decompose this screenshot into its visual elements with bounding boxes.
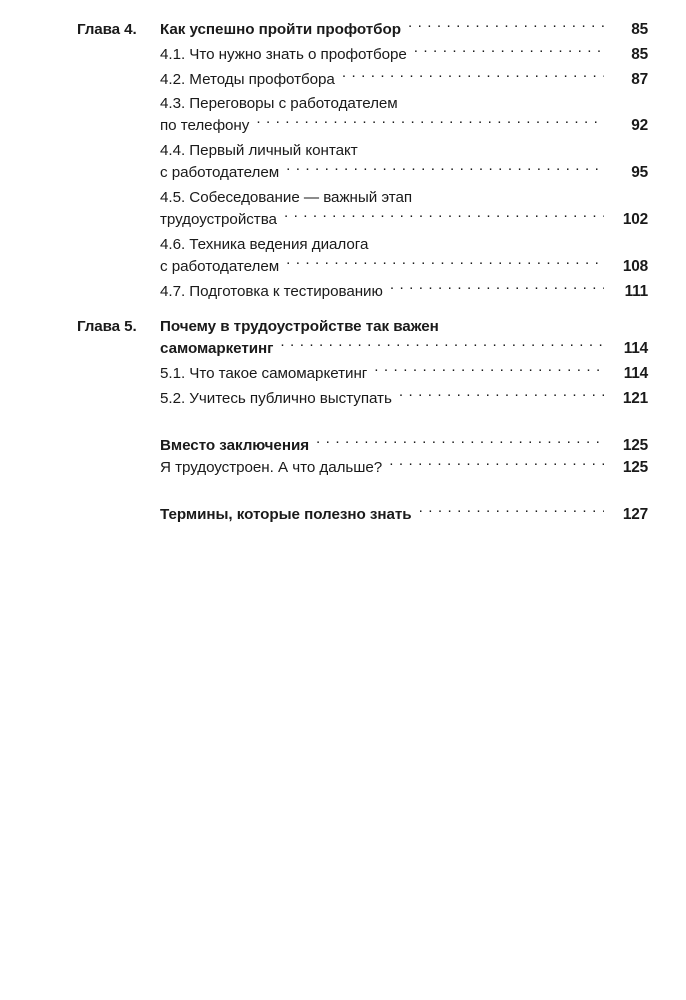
dot-leader <box>316 435 604 450</box>
entry-title: Я трудоустроен. А что дальше? <box>160 458 383 476</box>
page-number: 127 <box>622 506 648 524</box>
chapter-number-label: Глава 5. <box>77 317 137 335</box>
entry-title: Как успешно пройти профотбор <box>160 21 401 39</box>
toc-entry-chapter-5-line2[interactable] <box>0 338 686 360</box>
page-number: 85 <box>631 45 648 63</box>
toc-entry-section-4-4-line1[interactable] <box>0 140 686 162</box>
entry-title: 4.6. Техника ведения диалога <box>160 235 369 253</box>
page-number: 87 <box>631 70 648 88</box>
toc-entry-afterword-sub[interactable] <box>0 457 686 479</box>
entry-title: 5.1. Что такое самомаркетинг <box>160 364 368 382</box>
entry-title-continuation: с работодателем <box>160 258 280 276</box>
entry-title: 4.1. Что нужно знать о профотборе <box>160 45 407 63</box>
chapter-number-label: Глава 4. <box>77 21 137 39</box>
dot-leader <box>399 387 604 402</box>
top-margin <box>0 0 686 19</box>
toc-entry-section-5-2[interactable] <box>0 387 686 409</box>
entry-title: 4.7. Подготовка к тестированию <box>160 282 383 300</box>
toc-entry-section-4-7[interactable] <box>0 281 686 303</box>
entry-title: 4.4. Первый личный контакт <box>160 142 358 160</box>
page-number: 114 <box>623 340 648 358</box>
toc-entry-chapter-4[interactable] <box>0 19 686 41</box>
entry-title-continuation: с работодателем <box>160 164 280 182</box>
dot-leader <box>414 44 604 59</box>
entry-title-continuation: трудоустройства <box>160 211 277 229</box>
dot-leader-empty <box>419 187 604 202</box>
chapter-gap <box>0 303 686 316</box>
toc-entry-section-4-1[interactable] <box>0 44 686 66</box>
toc-entry-section-4-3-line1[interactable] <box>0 93 686 115</box>
dot-leader <box>390 281 604 296</box>
dot-leader-empty <box>375 234 604 249</box>
dot-leader <box>286 162 604 177</box>
page-number: 102 <box>622 211 648 229</box>
entry-title: Термины, которые полезно знать <box>160 506 412 524</box>
toc-entry-section-5-1[interactable] <box>0 363 686 385</box>
toc-entry-section-4-2[interactable] <box>0 68 686 90</box>
toc-entry-section-4-5-line2[interactable] <box>0 209 686 231</box>
toc-entry-section-4-6-line1[interactable] <box>0 234 686 256</box>
toc-entry-section-4-3-line2[interactable] <box>0 115 686 137</box>
section-gap-afterword <box>0 410 686 435</box>
page-number: 85 <box>631 21 648 39</box>
entry-title: 4.2. Методы профотбора <box>160 70 335 88</box>
entry-title: 4.5. Собеседование — важный этап <box>160 189 413 206</box>
page-number: 95 <box>631 164 648 182</box>
entry-title: 5.2. Учитесь публично выступать <box>160 389 392 407</box>
entry-title: 4.3. Переговоры с работодателем <box>160 95 398 113</box>
toc-entry-glossary[interactable] <box>0 504 686 526</box>
page-number: 111 <box>624 282 648 300</box>
dot-leader <box>342 68 604 83</box>
toc-entry-section-4-5-line1[interactable] <box>0 187 686 209</box>
dot-leader <box>389 457 604 472</box>
dot-leader <box>419 504 604 519</box>
toc-entry-chapter-5-line1[interactable] <box>0 316 686 338</box>
page-number: 125 <box>622 436 648 454</box>
dot-leader <box>374 363 604 378</box>
page-number: 114 <box>623 364 648 382</box>
dot-leader-empty <box>405 93 604 108</box>
dot-leader-empty <box>365 140 604 155</box>
section-gap-glossary <box>0 479 686 504</box>
dot-leader <box>280 338 604 353</box>
toc-entry-section-4-6-line2[interactable] <box>0 256 686 278</box>
entry-title: Вместо заключения <box>160 436 310 454</box>
entry-title-continuation: по телефону <box>160 117 250 135</box>
page-number: 121 <box>622 389 648 407</box>
page-number: 108 <box>622 258 648 276</box>
toc-entry-section-4-4-line2[interactable] <box>0 162 686 184</box>
dot-leader-empty <box>446 316 604 331</box>
dot-leader <box>284 209 604 224</box>
dot-leader <box>408 19 604 34</box>
entry-title-continuation: самомаркетинг <box>160 340 274 358</box>
page-number: 92 <box>631 117 648 135</box>
entry-title: Почему в трудоустройстве так важен <box>160 317 439 335</box>
toc-entry-afterword[interactable] <box>0 435 686 457</box>
dot-leader <box>286 256 604 271</box>
dot-leader <box>256 115 604 130</box>
page-number: 125 <box>622 458 648 476</box>
